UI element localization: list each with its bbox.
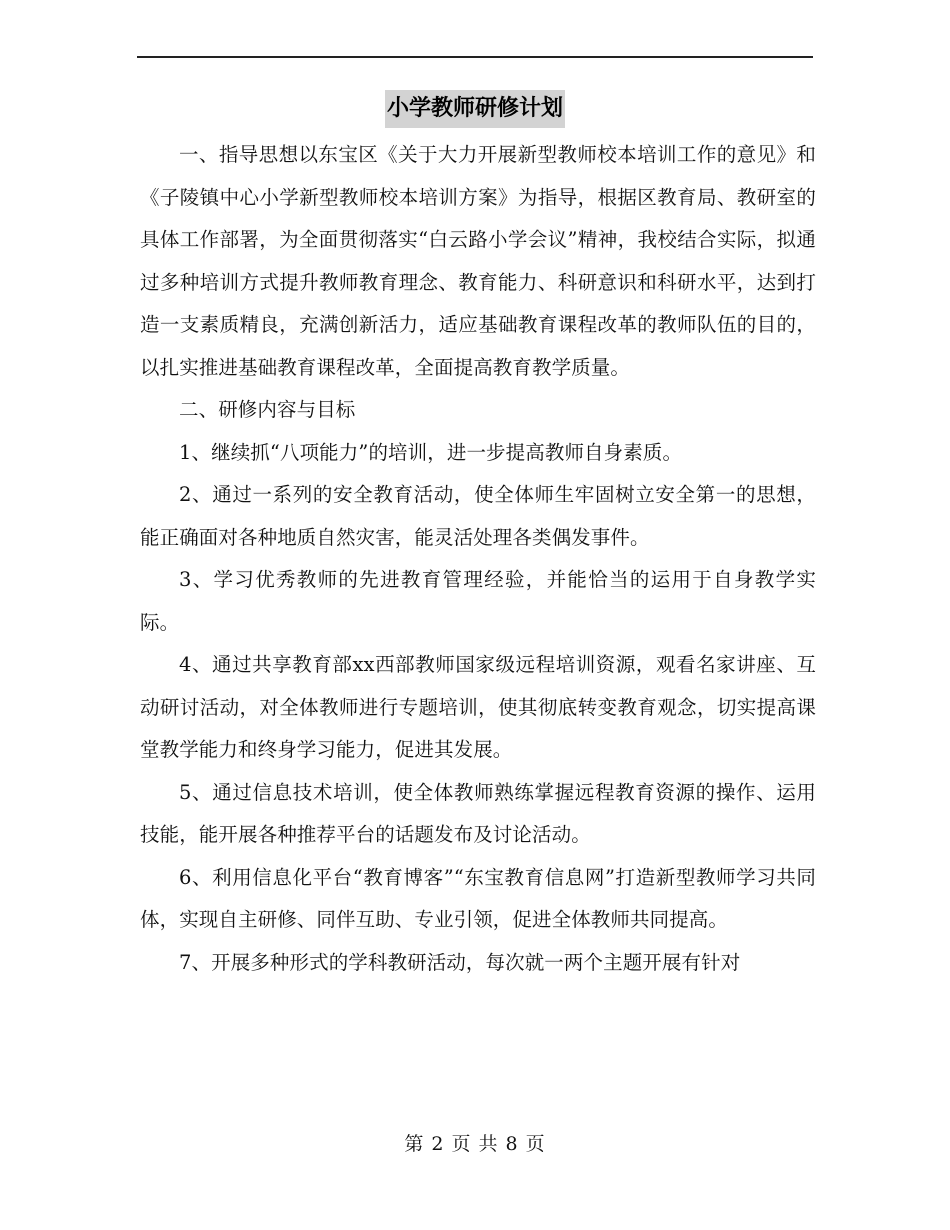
- paragraph-item-6: 6、利用信息化平台“教育博客”“东宝教育信息网”打造新型教师学习共同体，实现自主研修、同伴互助、专业引领，促进全体教师共同提高。: [140, 865, 816, 931]
- paragraph-item-3: 3、学习优秀教师的先进教育管理经验，并能恰当的运用于自身教学实际。: [140, 568, 816, 634]
- document-title: 小学教师研修计划: [385, 90, 565, 128]
- paragraph-item-5: 5、通过信息技术培训，使全体教师熟练掌握远程教育资源的操作、运用技能，能开展各种推荐平台的话题发布及讨论活动。: [140, 780, 816, 846]
- paragraph-guiding-ideology: 一、指导思想以东宝区《关于大力开展新型教师校本培训工作的意见》和《子陵镇中心小学新型教师校本培训方案》为指导，根据区教育局、教研室的具体工作部署，为全面贯彻落实“白云路小学会议”精神，我校结合实际，拟通过多种培训方式提升教师教育理念、教育能力、科研意识和科研水平，达到打造一支素质精良，充满创新活力，适应基础教育课程改革的教师队伍的目的，以扎实推进基础教育课程改革，全面提高教育教学质量。: [140, 143, 816, 379]
- paragraph-item-7: 7、开展多种形式的学科教研活动，每次就一两个主题开展有针对: [179, 950, 741, 974]
- page-number-footer: 第 2 页 共 8 页: [404, 1133, 546, 1155]
- paragraph-item-1: 1、继续抓“八项能力”的培训，进一步提高教师自身素质。: [179, 440, 683, 464]
- paragraph-item-4: 4、通过共享教育部xx西部教师国家级远程培训资源，观看名家讲座、互动研讨活动，对全体教师进行专题培训，使其彻底转变教育观念，切实提高课堂教学能力和终身学习能力，促进其发展。: [140, 653, 816, 761]
- paragraph-item-2: 2、通过一系列的安全教育活动，使全体师生牢固树立安全第一的思想，能正确面对各种地质自然灾害，能灵活处理各类偶发事件。: [140, 483, 816, 549]
- document-body: [140, 134, 816, 984]
- header-rule: [137, 56, 813, 58]
- title-container: [0, 90, 950, 128]
- paragraph-section-heading: 二、研修内容与目标: [179, 398, 356, 421]
